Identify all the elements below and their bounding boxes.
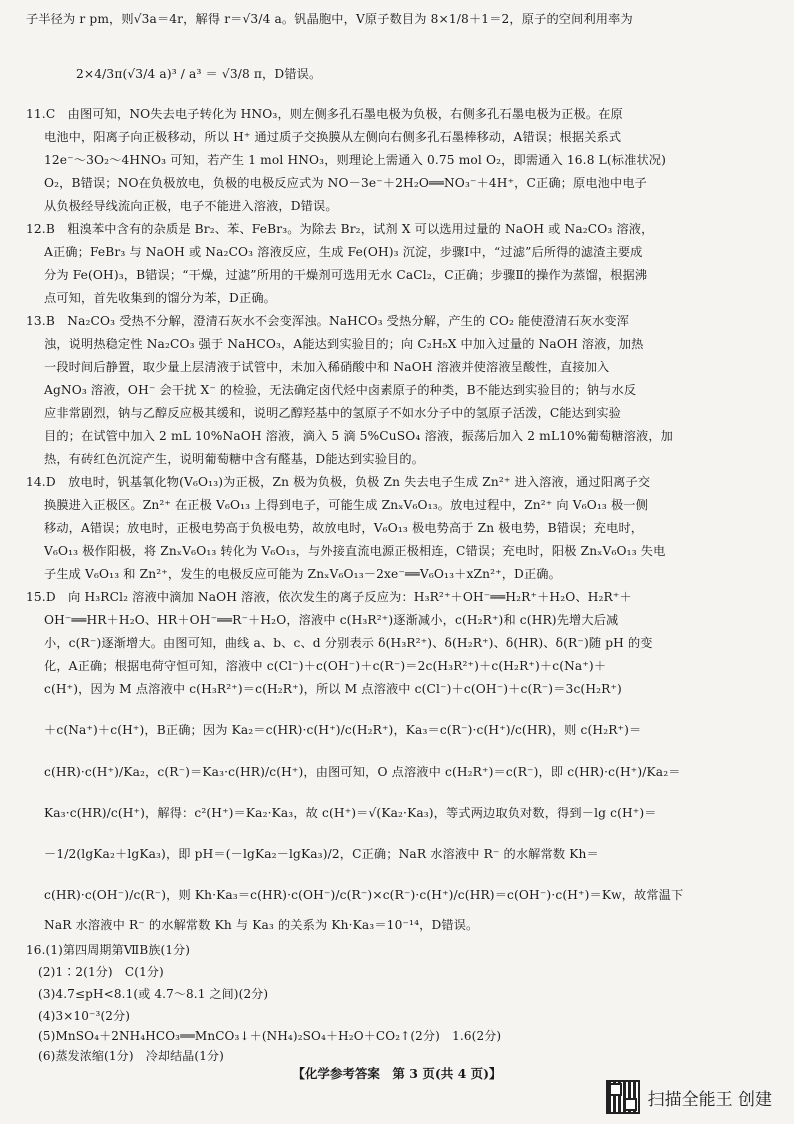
answer-11-line: 11.C 由图可知，NO失去电子转化为 HNO₃，则左侧多孔石墨电极为负极，右侧多孔石墨电极为正极。在原 [26,107,623,121]
text-line: AgNO₃ 溶液，OH⁻ 会干扰 X⁻ 的检验，无法确定卤代烃中卤素原子的种类，B不能达到实验目的；钠与水反 [44,383,637,397]
text-line: 移动，A错误；放电时，正极电势高于负极电势，故放电时，V₆O₁₃ 极电势高于 Zn 极电势，B错误；充电时， [44,521,644,535]
text-line: 子半径为 r pm，则√3a＝4r，解得 r＝√3/4 a。钒晶胞中，V原子数目为 8×1/8＋1＝2，原子的空间利用率为 [26,12,633,26]
answer-16-part: (2)1∶2(1分) C(1分) [38,965,164,979]
text-line: c(H⁺)，因为 M 点溶液中 c(H₃R²⁺)＝c(H₂R⁺)，所以 M 点溶液中 c(Cl⁻)＋c(OH⁻)＋c(R⁻)＝3c(H₂R⁺) [44,682,622,696]
formula-line: c(HR)·c(H⁺)/Ka₂，c(R⁻)＝Ka₃·c(HR)/c(H⁺)，由图可知，O 点溶液中 c(H₂R⁺)＝c(R⁻)，即 c(HR)·c(H⁺)/Ka₂＝ [44,765,681,779]
answer-16-head: 16.(1)第四周期第ⅦB族(1分) [26,943,191,957]
text-line: 化，A正确；根据电荷守恒可知，溶液中 c(Cl⁻)＋c(OH⁻)＋c(R⁻)＝2c(H₃R²⁺)＋c(H₂R⁺)＋c(Na⁺)＋ [44,659,607,673]
qr-code-icon [606,1080,640,1114]
formula-line: c(HR)·c(OH⁻)/c(R⁻)，则 Kh·Ka₃＝c(HR)·c(OH⁻)/c(R⁻)×c(R⁻)·c(H⁺)/c(HR)＝c(OH⁻)·c(H⁺)＝Kw，故常温下 [44,888,684,902]
text-line: 目的；在试管中加入 2 mL 10%NaOH 溶液，滴入 5 滴 5%CuSO₄ 溶液，振荡后加入 2 mL10%葡萄糖溶液，加 [44,429,673,443]
text-line: 小，c(R⁻)逐渐增大。由图可知，曲线 a、b、c、d 分别表示 δ(H₃R²⁺)、δ(H₂R⁺)、δ(HR)、δ(R⁻)随 pH 的变 [44,636,653,650]
answer-13-line: 13.B Na₂CO₃ 受热不分解，澄清石灰水不会变浑浊。NaHCO₃ 受热分解，产生的 CO₂ 能使澄清石灰水变浑 [26,314,630,328]
text-line: 换膜进入正极区。Zn²⁺ 在正极 V₆O₁₃ 上得到电子，可能生成 ZnₓV₆O₁₃。放电过程中，Zn²⁺ 向 V₆O₁₃ 极一侧 [44,498,648,512]
answer-16-part: (5)MnSO₄＋2NH₄HCO₃══MnCO₃↓＋(NH₄)₂SO₄＋H₂O＋CO₂↑(2分) 1.6(2分) [38,1029,502,1043]
scanner-watermark [606,1080,772,1114]
text-line: V₆O₁₃ 极作阳极，将 ZnₓV₆O₁₃ 转化为 V₆O₁₃，与外接直流电源正极相连，C错误；充电时，阳极 ZnₓV₆O₁₃ 失电 [44,544,666,558]
text-line: OH⁻══HR＋H₂O、HR＋OH⁻══R⁻＋H₂O，溶液中 c(H₃R²⁺)逐渐减小，c(H₂R⁺)和 c(HR)先增大后减 [44,613,619,627]
formula-line: 2×4/3π(√3/4 a)³ / a³ ＝ √3/8 π，D错误。 [76,67,322,81]
answer-14-line: 14.D 放电时，钒基氧化物(V₆O₁₃)为正极，Zn 极为负极，负极 Zn 失去电子生成 Zn²⁺ 进入溶液，通过阳离子交 [26,475,651,489]
text-line: 分为 Fe(OH)₃，B错误；“干燥，过滤”所用的干燥剂可选用无水 CaCl₂，C正确；步骤Ⅱ的操作为蒸馏，根据沸 [44,268,648,282]
text-line: 热，有砖红色沉淀产生，说明葡萄糖中含有醛基，D能达到实验目的。 [44,452,425,466]
text-line: 浊，说明热稳定性 Na₂CO₃ 强于 NaHCO₃，A能达到实验目的；向 C₂H₅X 中加入过量的 NaOH 溶液，加热 [44,337,644,351]
answer-16-part: (4)3×10⁻³(2分) [38,1009,131,1023]
text-line: 12e⁻～3O₂～4HNO₃ 可知，若产生 1 mol HNO₃，则理论上需通入 0.75 mol O₂，即需通入 16.8 L(标准状况) [44,153,667,167]
text-line: A正确；FeBr₃ 与 NaOH 或 Na₂CO₃ 溶液反应，生成 Fe(OH)₃ 沉淀，步骤Ⅰ中，“过滤”后所得的滤渣主要成 [44,245,643,259]
text-line: 应非常剧烈，钠与乙醇反应极其缓和，说明乙醇羟基中的氢原子不如水分子中的氢原子活泼，C能达到实验 [44,406,621,420]
text-line: 从负极经导线流向正极，电子不能进入溶液，D错误。 [44,199,338,213]
text-line: NaR 水溶液中 R⁻ 的水解常数 Kh 与 Ka₃ 的关系为 Kh·Ka₃＝10⁻¹⁴，D错误。 [44,918,479,932]
text-line: 一段时间后静置，取少量上层清液于试管中，未加入稀硝酸中和 NaOH 溶液并使溶液呈酸性，直接加入 [44,360,610,374]
answer-12-line: 12.B 粗溴苯中含有的杂质是 Br₂、苯、FeBr₃。为除去 Br₂，试剂 X 可以选用过量的 NaOH 或 Na₂CO₃ 溶液， [26,222,654,236]
text-line: 电池中，阳离子向正极移动，所以 H⁺ 通过质子交换膜从左侧向右侧多孔石墨棒移动，A错误；根据关系式 [44,130,622,144]
answer-16-part: (6)蒸发浓缩(1分) 冷却结晶(1分) [38,1049,224,1063]
answer-15-line: 15.D 向 H₃RCl₂ 溶液中滴加 NaOH 溶液，依次发生的离子反应为：H₃R²⁺＋OH⁻══H₂R⁺＋H₂O、H₂R⁺＋ [26,590,632,604]
text-line: O₂，B错误；NO在负极放电，负极的电极反应式为 NO－3e⁻＋2H₂O══NO₃⁻＋4H⁺，C正确；原电池中电子 [44,176,648,190]
answer-16-part: (3)4.7≤pH<8.1(或 4.7～8.1 之间)(2分) [38,987,269,1001]
formula-line: Ka₃·c(HR)/c(H⁺)，解得：c²(H⁺)＝Ka₂·Ka₃，故 c(H⁺)＝√(Ka₂·Ka₃)，等式两边取负对数，得到－lg c(H⁺)＝ [44,806,657,820]
formula-line: －1/2(lgKa₂＋lgKa₃)，即 pH＝(－lgKa₂－lgKa₃)/2，C正确；NaR 水溶液中 R⁻ 的水解常数 Kh＝ [44,847,599,861]
page-footer: 【化学参考答案 第 3 页(共 4 页)】 [292,1066,502,1081]
watermark-text: 扫描全能王 创建 [647,1089,772,1110]
text-line: 点可知，首先收集到的馏分为苯，D正确。 [44,291,276,305]
formula-line: ＋c(Na⁺)＋c(H⁺)，B正确；因为 Ka₂＝c(HR)·c(H⁺)/c(H₂R⁺)，Ka₃＝c(R⁻)·c(H⁺)/c(HR)，则 c(H₂R⁺)＝ [44,723,642,737]
text-line: 子生成 V₆O₁₃ 和 Zn²⁺，发生的电极反应可能为 ZnₓV₆O₁₃－2xe⁻══V₆O₁₃＋xZn²⁺，D正确。 [44,567,561,581]
